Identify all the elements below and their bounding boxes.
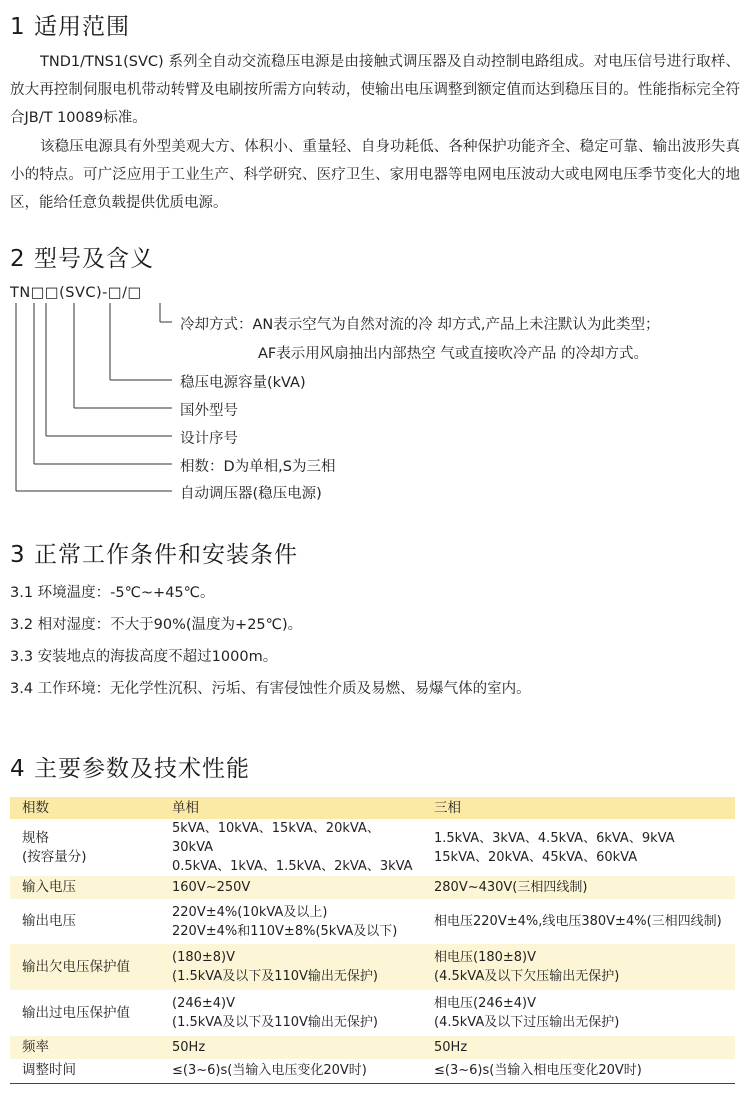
three-cell: 1.5kVA、3kVA、4.5kVA、6kVA、9kVA [434, 830, 675, 846]
row-label: (按容量分) [22, 848, 87, 865]
three-cell: 相电压(180±8)V [434, 950, 537, 965]
single-cell: 220V±4%(10kVA及以上) [172, 904, 328, 920]
row-label: 输入电压 [10, 876, 164, 899]
single-cell: (1.5kVA及以下及110V输出无保护) [172, 1015, 379, 1030]
legend-cooling: 冷却方式：AN表示空气为自然对流的冷 却方式,产品上未注默认为此类型； [180, 317, 660, 333]
table-row-undervoltage [10, 944, 735, 990]
condition-temperature: 3.1 环境温度：-5℃~+45℃。 [10, 585, 215, 601]
single-cell: 5kVA、10kVA、15kVA、20kVA、30kVA [172, 821, 380, 855]
table-row-spec [10, 819, 735, 876]
row-label: 输出过电压保护值 [22, 1004, 130, 1021]
single-cell: (246±4)V [172, 996, 236, 1011]
three-cell: 相电压(246±4)V [434, 996, 537, 1011]
condition-environment: 3.4 工作环境：无化学性沉积、污垢、有害侵蚀性介质及易燃、易爆气体的室内。 [10, 681, 531, 697]
table-row-input-voltage [10, 876, 735, 899]
three-cell: 相电压220V±4%,线电压380V±4%(三相四线制) [434, 914, 722, 929]
row-label: 输出电压 [22, 913, 76, 929]
table-row-adjust-time [10, 1059, 735, 1083]
section-1-paragraph-1: TND1/TNS1(SVC) 系列全自动交流稳压电源是由接触式调压器及自动控制电路组成。对电压信号进行取样、放大再控制伺服电机带动转臂及电刷按所需方向转动，使输出电压调整到额定值而达到稳压目的。性能指标完全符合JB/T 10089标准。 [10, 54, 740, 126]
model-code: TN□□(SVC)-□/□ [10, 285, 142, 301]
section-1-paragraph-2: 该稳压电源具有外型美观大方、体积小、重量轻、自身功耗低、各种保护功能齐全、稳定可靠、输出波形失真小的特点。可广泛应用于工业生产、科学研究、医疗卫生、家用电器等电网电压波动大或电网电压季节变化大的地区，能给任意负载提供优质电源。 [10, 139, 740, 211]
section-3-title: 3 正常工作条件和安装条件 [10, 542, 298, 568]
single-cell: (180±8)V [172, 950, 236, 965]
single-cell: ≤(3~6)s(当输入电压变化20V时) [164, 1059, 426, 1083]
table-header-row [10, 797, 735, 819]
row-label: 规格 [22, 829, 49, 846]
header-phase: 相数 [10, 797, 164, 819]
table-row-overvoltage [10, 990, 735, 1036]
row-label: 调整时间 [10, 1059, 164, 1083]
three-cell: ≤(3~6)s(当输入相电压变化20V时) [426, 1059, 735, 1083]
three-cell: (4.5kVA及以下欠压输出无保护) [434, 969, 620, 984]
row-label: 频率 [10, 1036, 164, 1059]
legend-cooling-af: AF表示用风扇抽出内部热空 气或直接吹冷产品 的冷却方式。 [258, 346, 648, 362]
single-cell: (1.5kVA及以下及110V输出无保护) [172, 969, 379, 984]
section-1-title: 1 适用范围 [10, 14, 130, 40]
section-4-title: 4 主要参数及技术性能 [10, 756, 250, 782]
legend-capacity: 稳压电源容量(kVA) [180, 375, 306, 391]
table-row-output-voltage [10, 899, 735, 944]
single-cell: 220V±4%和110V±8%(5kVA及以下) [172, 923, 398, 939]
single-cell: 50Hz [164, 1036, 426, 1059]
legend-regulator: 自动调压器(稳压电源) [180, 486, 322, 502]
condition-altitude: 3.3 安装地点的海拔高度不超过1000m。 [10, 649, 278, 665]
three-cell: 15kVA、20kVA、45kVA、60kVA [434, 849, 638, 865]
single-cell: 160V~250V [164, 876, 426, 899]
header-single-phase: 单相 [164, 797, 426, 819]
legend-foreign-model: 国外型号 [180, 403, 238, 419]
legend-design-serial: 设计序号 [180, 431, 238, 447]
three-cell: 50Hz [426, 1036, 735, 1059]
legend-phase: 相数：D为单相,S为三相 [180, 459, 336, 475]
row-label: 输出欠电压保护值 [10, 944, 164, 990]
condition-humidity: 3.2 相对湿度：不大于90%(温度为+25℃)。 [10, 617, 303, 633]
section-2-title: 2 型号及含义 [10, 246, 154, 272]
three-cell: 280V~430V(三相四线制) [426, 876, 735, 899]
three-cell: (4.5kVA及以下过压输出无保护) [434, 1015, 620, 1030]
table-row-frequency [10, 1036, 735, 1059]
single-cell: 0.5kVA、1kVA、1.5kVA、2kVA、3kVA [172, 859, 413, 874]
parameters-table [10, 797, 735, 1084]
header-three-phase: 三相 [426, 797, 735, 819]
